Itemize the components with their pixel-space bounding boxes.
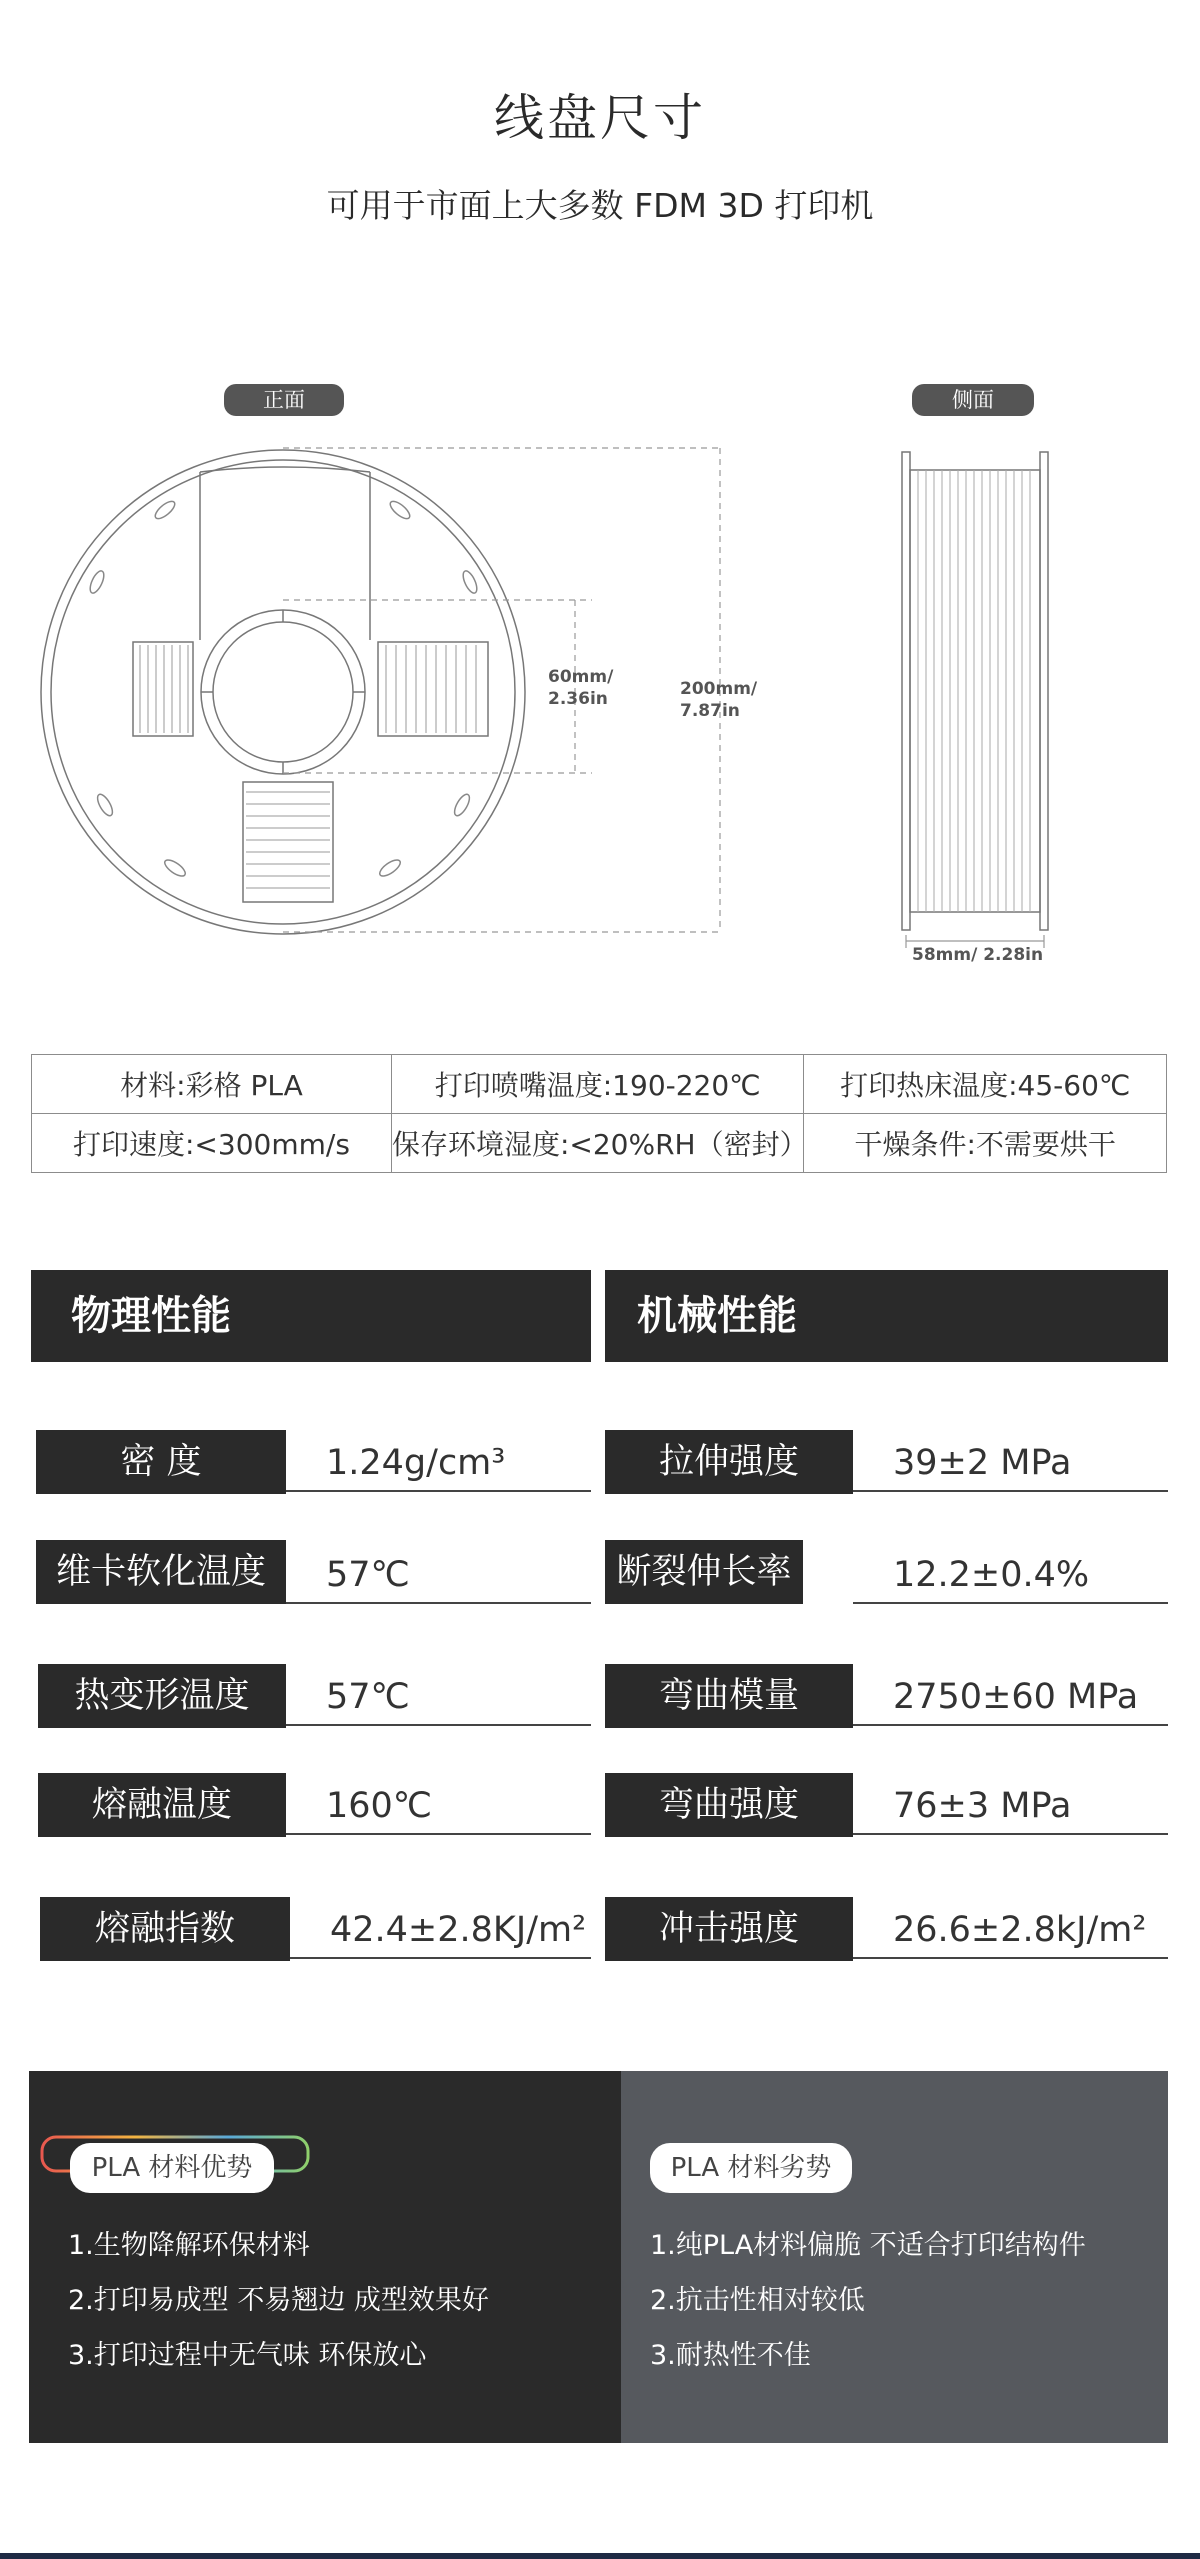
inner-dim-mm: 60mm/ bbox=[548, 667, 614, 687]
flexural-strength-value: 76±3 MPa bbox=[853, 1773, 1168, 1835]
flexural-modulus-label: 弯曲模量 bbox=[605, 1664, 853, 1728]
bottom-divider bbox=[0, 2553, 1200, 2559]
elongation-value: 12.2±0.4% bbox=[853, 1542, 1168, 1604]
tensile-strength-value: 39±2 MPa bbox=[853, 1430, 1168, 1492]
spec-table bbox=[31, 1054, 1167, 1173]
mechanical-properties-header: 机械性能 bbox=[605, 1270, 1168, 1362]
inner-diameter-label bbox=[548, 666, 613, 710]
width-dimension-label: 58mm/ 2.28in bbox=[912, 945, 1044, 965]
advantage-item: 1.生物降解环保材料 bbox=[68, 2230, 310, 2261]
spec-print-speed: 打印速度:<300mm/s bbox=[32, 1114, 392, 1173]
tensile-strength-label: 拉伸强度 bbox=[605, 1430, 853, 1494]
spool-diagram bbox=[0, 0, 1200, 1000]
spec-bed-temp: 打印热床温度:45-60℃ bbox=[804, 1055, 1167, 1114]
elongation-label: 断裂伸长率 bbox=[605, 1540, 803, 1604]
table-row bbox=[32, 1114, 1167, 1173]
melting-temp-value: 160℃ bbox=[286, 1773, 591, 1835]
advantage-item: 3.打印过程中无气味 环保放心 bbox=[68, 2340, 427, 2371]
density-value: 1.24g/cm³ bbox=[286, 1430, 591, 1492]
melt-index-value: 42.4±2.8KJ/m² bbox=[290, 1897, 591, 1959]
melt-index-label: 熔融指数 bbox=[40, 1897, 290, 1961]
disadvantage-item: 1.纯PLA材料偏脆 不适合打印结构件 bbox=[650, 2230, 1086, 2261]
flexural-modulus-value: 2750±60 MPa bbox=[853, 1664, 1168, 1726]
page-title: 线盘尺寸 bbox=[494, 89, 706, 147]
density-label: 密 度 bbox=[36, 1430, 286, 1494]
vicat-softening-label: 维卡软化温度 bbox=[36, 1540, 286, 1604]
physical-properties-header: 物理性能 bbox=[31, 1270, 591, 1362]
front-view-label: 正面 bbox=[224, 384, 344, 416]
advantage-item: 2.打印易成型 不易翘边 成型效果好 bbox=[68, 2285, 489, 2316]
impact-strength-label: 冲击强度 bbox=[605, 1897, 853, 1961]
disadvantages-badge: PLA 材料劣势 bbox=[650, 2143, 852, 2193]
spec-storage-humidity: 保存环境湿度:<20%RH（密封） bbox=[391, 1114, 804, 1173]
outer-dim-mm: 200mm/ bbox=[680, 679, 758, 699]
spec-nozzle-temp: 打印喷嘴温度:190-220℃ bbox=[391, 1055, 804, 1114]
vicat-softening-value: 57℃ bbox=[286, 1542, 591, 1604]
outer-dim-in: 7.87in bbox=[680, 701, 740, 721]
spec-drying: 干燥条件:不需要烘干 bbox=[804, 1114, 1167, 1173]
melting-temp-label: 熔融温度 bbox=[38, 1773, 286, 1837]
page-subtitle: 可用于市面上大多数 FDM 3D 打印机 bbox=[326, 186, 874, 225]
disadvantage-item: 2.抗击性相对较低 bbox=[650, 2285, 865, 2316]
heat-deflection-label: 热变形温度 bbox=[38, 1664, 286, 1728]
spec-material: 材料:彩格 PLA bbox=[32, 1055, 392, 1114]
disadvantage-item: 3.耐热性不佳 bbox=[650, 2340, 811, 2371]
impact-strength-value: 26.6±2.8kJ/m² bbox=[853, 1897, 1168, 1959]
table-row bbox=[32, 1055, 1167, 1114]
inner-dim-in: 2.36in bbox=[548, 689, 608, 709]
outer-diameter-label bbox=[680, 678, 757, 722]
flexural-strength-label: 弯曲强度 bbox=[605, 1773, 853, 1837]
advantages-badge: PLA 材料优势 bbox=[70, 2143, 274, 2193]
side-view-label: 侧面 bbox=[912, 384, 1034, 416]
heat-deflection-value: 57℃ bbox=[286, 1664, 591, 1726]
